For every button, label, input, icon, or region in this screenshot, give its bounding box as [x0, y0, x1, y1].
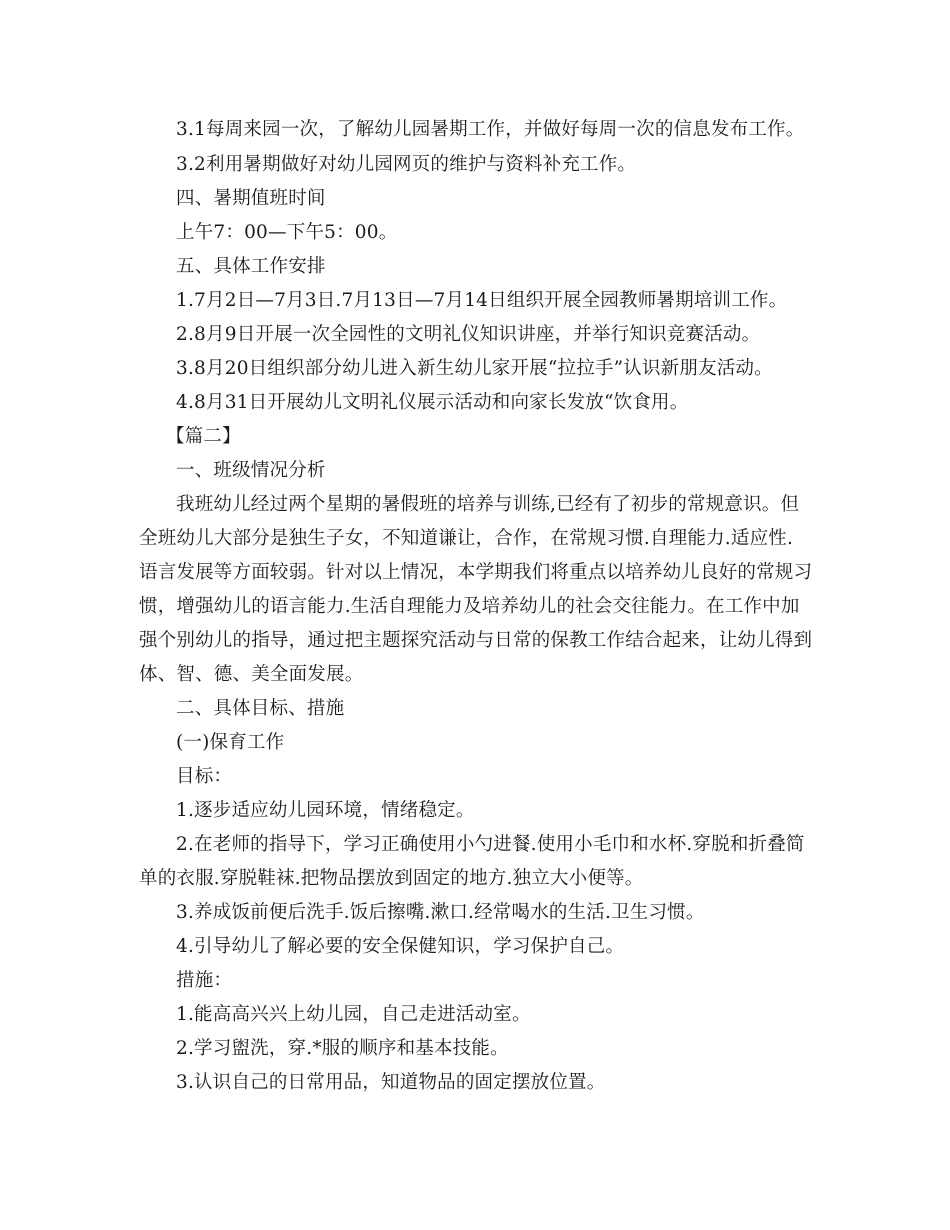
paragraph-line: 惯，增强幼儿的语言能力.生活自理能力及培养幼儿的社会交往能力。在工作中加: [139, 596, 800, 617]
text-line: 3.2利用暑期做好对幼儿园网页的维护与资料补充工作。: [176, 154, 637, 175]
section-heading: 五、具体工作安排: [176, 256, 326, 277]
text-line: 2.8月9日开展一次全园性的文明礼仪知识讲座，并举行知识竞赛活动。: [176, 324, 761, 345]
list-item: 3.养成饭前便后洗手.饭后擦嘴.漱口.经常喝水的生活.卫生习惯。: [176, 902, 705, 923]
subsection-heading: (一)保育工作: [176, 732, 285, 753]
label-line: 措施：: [176, 970, 233, 991]
section-heading: 四、暑期值班时间: [176, 188, 326, 209]
list-item-continuation: 单的衣服.穿脱鞋袜.把物品摆放到固定的地方.独立大小便等。: [139, 868, 644, 889]
text-line: 3.8月20日组织部分幼儿进入新生幼儿家开展“拉拉手”认识新朋友活动。: [176, 358, 773, 379]
list-item: 1.能高高兴兴上幼儿园，自己走进活动室。: [176, 1004, 531, 1025]
label-line: 目标：: [176, 766, 233, 787]
paragraph-line: 语言发展等方面较弱。针对以上情况，本学期我们将重点以培养幼儿良好的常规习: [139, 562, 813, 583]
paragraph-line: 强个别幼儿的指导，通过把主题探究活动与日常的保教工作结合起来，让幼儿得到: [139, 630, 813, 651]
list-item: 2.学习盥洗，穿.*服的顺序和基本技能。: [176, 1038, 509, 1059]
text-line: 1.7月2日—7月3日.7月13日—7月14日组织开展全园教师暑期培训工作。: [176, 290, 788, 311]
section-heading: 二、具体目标、措施: [176, 698, 345, 719]
list-item: 2.在老师的指导下，学习正确使用小勺进餐.使用小毛巾和水杯.穿脱和折叠简: [176, 834, 805, 855]
list-item: 3.认识自己的日常用品，知道物品的固定摆放位置。: [176, 1072, 606, 1093]
section-heading: 一、班级情况分析: [176, 460, 326, 481]
text-line: 4.8月31日开展幼儿文明礼仪展示活动和向家长发放“饮食用。: [176, 392, 689, 413]
list-item: 4.引导幼儿了解必要的安全保健知识，学习保护自己。: [176, 936, 625, 957]
part-heading: 【篇二】: [166, 426, 241, 447]
text-line: 3.1每周来园一次，了解幼儿园暑期工作，并做好每周一次的信息发布工作。: [176, 119, 805, 140]
list-item: 1.逐步适应幼儿园环境，情绪稳定。: [176, 800, 475, 821]
paragraph-line: 体、智、德、美全面发展。: [139, 664, 364, 685]
text-line: 上午7：00—下午5：00。: [176, 222, 398, 243]
paragraph-line: 全班幼儿大部分是独生子女，不知道谦让，合作，在常规习惯.自理能力.适应性.: [139, 528, 794, 549]
paragraph-line: 我班幼儿经过两个星期的暑假班的培养与训练,已经有了初步的常规意识。但: [176, 494, 800, 515]
